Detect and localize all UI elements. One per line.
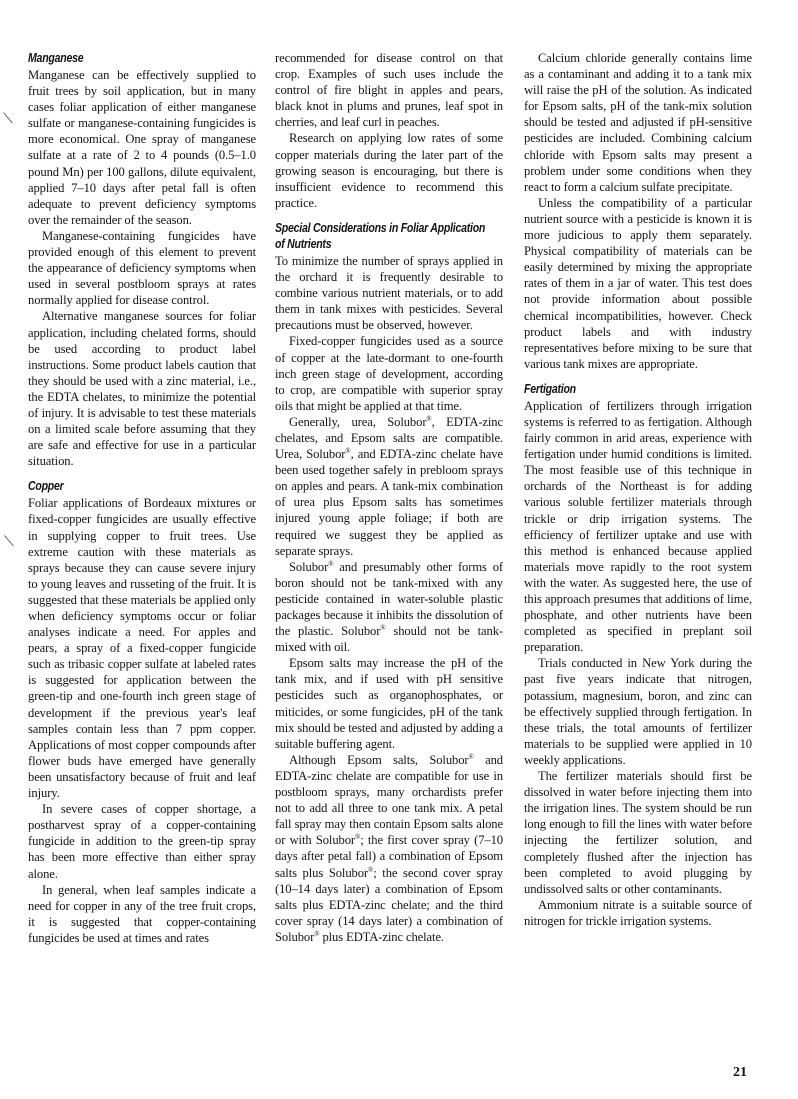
paragraph: Epsom salts may increase the pH of the tank mix, and if used with pH sensitive pesticides such as organophosphates, or miticides, or some fungicides, pH of the tank mix should be tested and adjusted by adding a suitable buffering agent. xyxy=(275,656,503,751)
section-heading-manganese: Manganese xyxy=(28,51,84,65)
paragraph: Ammonium nitrate is a suitable source of nitrogen for trickle irrigation systems. xyxy=(524,897,752,928)
paragraph: Research on applying low rates of some copper materials during the later part of the growing season is encouraging, but there is insufficient evidence to recommend this practice. xyxy=(275,131,503,210)
margin-tick-mark: ⟍ xyxy=(3,111,13,127)
registered-mark: ® xyxy=(468,752,474,761)
paragraph: Fixed-copper fungicides used as a source of copper at the late-dormant to one-fourth inch green stage of development, according to crop, are compatible with superior spray oils that might be applied at that time. xyxy=(275,334,503,413)
paragraph: Manganese can be effectively supplied to fruit trees by soil application, but in many cases foliar application of either manganese sulfate or manganese-containing fungicides is more economical. One spray of manganese sulfate at a rate of 2 to 4 pounds (0.5–1.0 pound Mn) per 100 gallons, dilute equivalent, applied 7–10 days after petal fall is often adequate to prevent deficiency symptoms over the remainder of the season. xyxy=(28,68,256,227)
paragraph: recommended for disease control on that crop. Examples of such uses include the control of fire blight in apples and pears, black knot in plums and prunes, leaf spot in cherries, and leaf curl in peaches. xyxy=(275,51,503,130)
paragraph: Foliar applications of Bordeaux mixtures or fixed-copper fungicides are usually effective in supplying copper to fruit trees. Use extreme caution with these materials as sprays because they can cause severe injury to young leaves and russeting of the fruit. It is suggested that these materials be applied only when deficiency symptoms occur or foliar analyses indicate a need. For apples and pears, a spray of a fixed-copper fungicide such as tribasic copper sulfate at labeled rates is suggested for application between the green-tip and one-fourth inch green stage of development if the previous year's leaf samples contain less than 7 ppm copper. Applications of most copper compounds after flower buds have emerged have generally been unsatisfactory because of fruit and leaf injury. xyxy=(28,496,256,801)
margin-tick-mark: ⟍ xyxy=(4,534,14,550)
section-heading-copper: Copper xyxy=(28,479,64,494)
paragraph: Application of fertilizers through irrigation systems is referred to as fertigation. Although fairly common in arid areas, experience with fertigation under humid conditions is limited. The most feasible use of this technique in orchards of the Northeast is for adding various soluble fertilizer materials through trickle or drip irrigation systems. The efficiency of fertilizer uptake and use with this method is enhanced because applied materials move rapidly to the root system with the water. As suggested here, the use of this approach presumes that additions of lime, phosphate, and other nutrients have been completed as specified in preplant soil preparation. xyxy=(524,398,752,655)
paragraph: Although Epsom salts, Solubor® and EDTA-zinc chelate are compatible for use in postbloom sprays, many orchardists prefer not to add all three to one tank mix. A petal fall spray may then contain Epsom salts alone or with Solubor®; the first cover spray (7–10 days after petal fall) a combination of Epsom salts plus Solubor®; the second cover spray (10–14 days later) a combination of Epsom salts plus EDTA-zinc chelate; and the third cover spray (14 days later) a combination of Solubor® plus EDTA-zinc chelate. xyxy=(275,752,504,944)
paragraph: Trials conducted in New York during the past five years indicate that nitrogen, potassium, magnesium, boron, and zinc can be effectively supplied through fertigation. In these trials, the total amounts of fertilizer materials to be supplied were applied in 10 weekly applications. xyxy=(524,656,752,767)
paragraph: Generally, urea, Solubor®, EDTA-zinc chelates, and Epsom salts are compatible. Urea, Solubor®, and EDTA-zinc chelate have been used together safely in prebloom sprays on apples and pears. A tank-mix combination of urea plus Epsom salts has sometimes injured young apple foliage; if both are required we suggest they be applied as separate sprays. xyxy=(275,414,503,558)
registered-mark: ® xyxy=(345,446,351,455)
registered-mark: ® xyxy=(328,559,334,568)
paragraph: Unless the compatibility of a particular nutrient source with a pesticide is known it is more judicious to apply them separately. Physical compatibility of materials can be easily determined by mixing the appropriate rates of them in a jar of water. This test does not provide information about possible chemical incompatibilities, however. Check product labels and with industry representatives before mixing to be sure that various tank mixes are appropriate. xyxy=(524,195,752,371)
registered-mark: ® xyxy=(426,414,432,423)
page-number: 21 xyxy=(733,1065,747,1080)
text-column-left xyxy=(28,50,256,946)
text-column-middle xyxy=(275,50,503,945)
paragraph: Alternative manganese sources for foliar application, including chelated forms, should be used according to product label instructions. Some product labels caution that they should be used with a zinc material, i.e., the EDTA chelates, to minimize the potential of injury. It is advisable to test these materials on a limited scale before assuming that they are safe and effective for use in a particular situation. xyxy=(28,309,256,469)
paragraph: Manganese-containing fungicides have provided enough of this element to prevent the appearance of deficiency symptoms when used in several postbloom sprays at rates normally applied for disease control. xyxy=(28,228,256,308)
section-heading-special-considerations: Special Considerations in Foliar Application of Nutrients xyxy=(275,220,486,251)
paragraph: In severe cases of copper shortage, a postharvest spray of a copper-containing fungicide in addition to the green-tip spray has been more effective than either spray alone. xyxy=(28,802,256,881)
paragraph: Calcium chloride generally contains lime as a contaminant and adding it to a tank mix will raise the pH of the solution. As indicated for Epsom salts, pH of the tank-mix solution should be tested and adjusted if pH-sensitive pesticides are included. Combining calcium chloride with Epsom salts may present a problem under some conditions when they react to form a calcium sulfate precipitate. xyxy=(524,51,752,194)
registered-mark: ® xyxy=(380,623,386,632)
registered-mark: ® xyxy=(355,833,361,842)
paragraph: To minimize the number of sprays applied in the orchard it is frequently desirable to combine various nutrient materials, or to add them in tank mixes with pesticides. Several precautions must be observed, however. xyxy=(275,253,503,333)
section-heading-fertigation: Fertigation xyxy=(524,381,576,396)
paragraph: Solubor® and presumably other forms of boron should not be tank-mixed with any pesticide contained in water-soluble plastic packages because it inhibits the dissolution of the plastic. Solubor® should not be tank-mixed with oil. xyxy=(275,559,503,655)
paragraph: In general, when leaf samples indicate a need for copper in any of the tree fruit crops, it is suggested that copper-containing fungicides be used at times and rates xyxy=(28,882,256,945)
text-column-right xyxy=(524,50,752,929)
paragraph: The fertilizer materials should first be dissolved in water before injecting them into the irrigation lines. The system should be run long enough to fill the lines with water before injecting the fertilizer solution, and completely flushed after the injection has been completed to avoid plugging by undissolved salts or other contaminants. xyxy=(524,769,752,896)
registered-mark: ® xyxy=(368,865,374,874)
registered-mark: ® xyxy=(314,929,320,938)
